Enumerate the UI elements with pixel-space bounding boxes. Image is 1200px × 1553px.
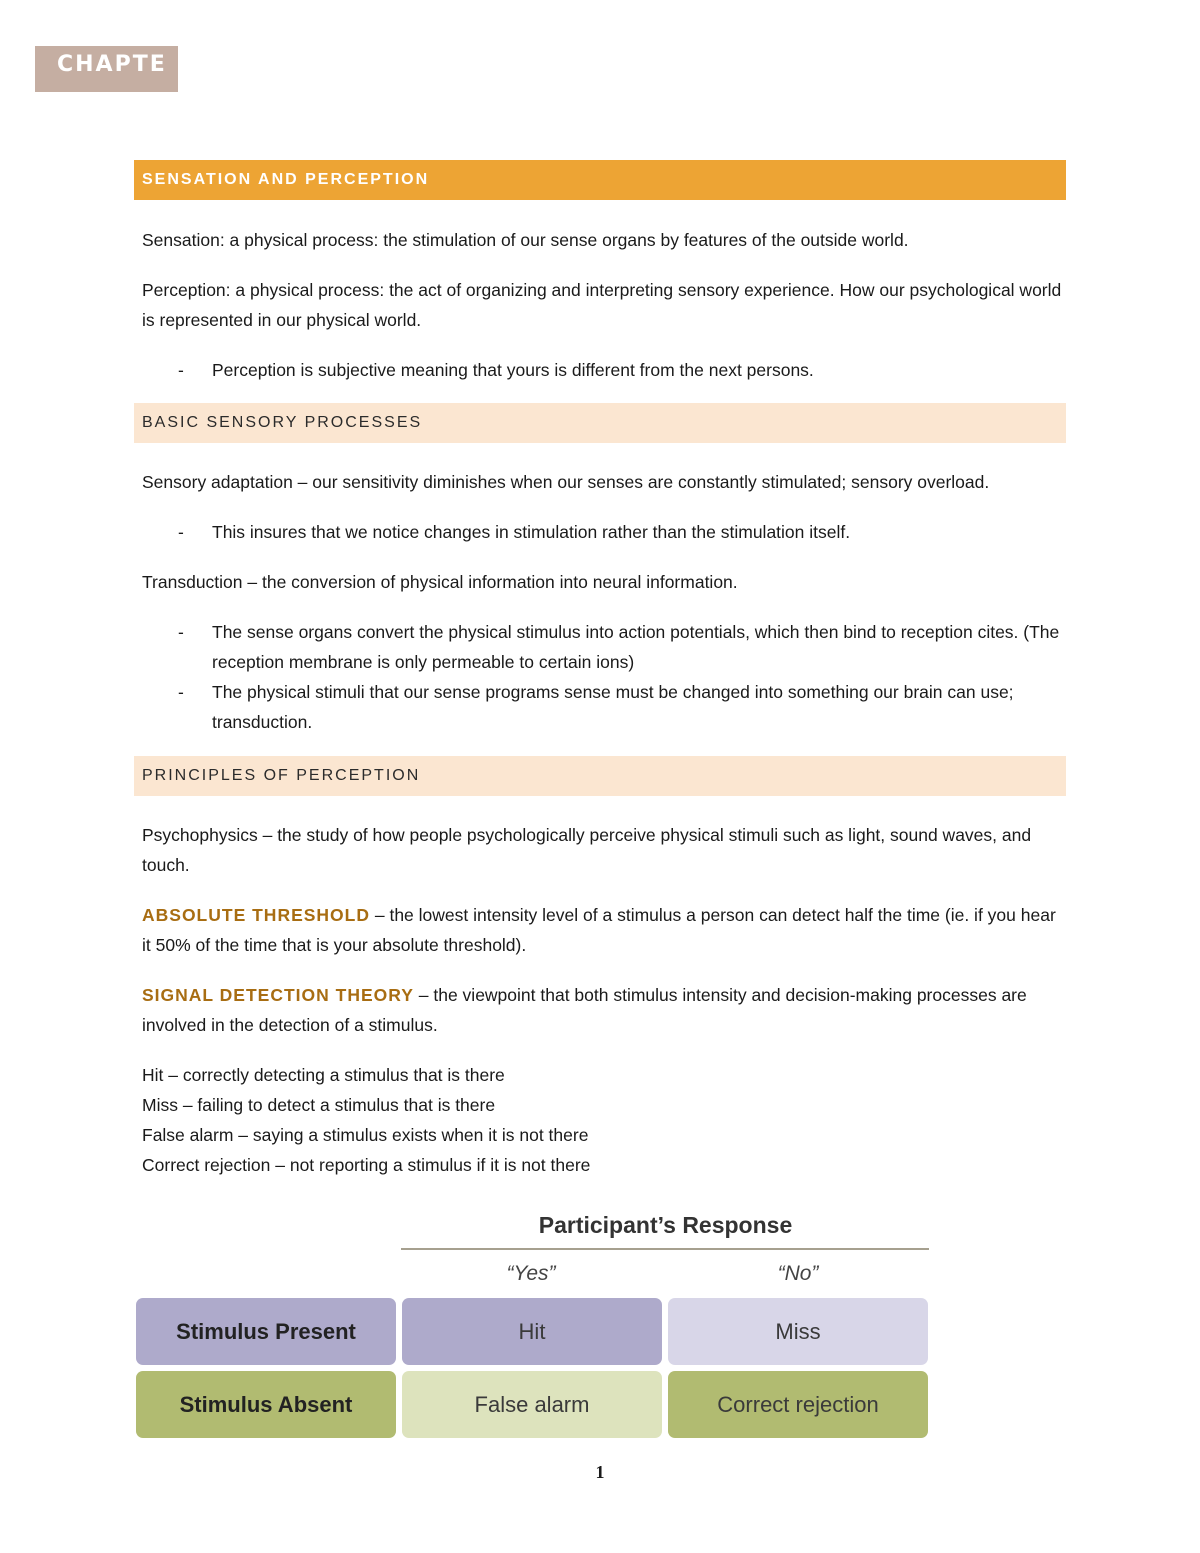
definition-hit: Hit – correctly detecting a stimulus that is there bbox=[142, 1065, 505, 1085]
definition-list bbox=[134, 1060, 1066, 1180]
bullet-list bbox=[134, 355, 1066, 385]
bullet-text: The sense organs convert the physical stimulus into action potentials, which then bind to reception cites. (The reception membrane is only permeable to certain ions) bbox=[212, 622, 1060, 672]
list-item bbox=[142, 617, 1066, 677]
definition-miss: Miss – failing to detect a stimulus that is there bbox=[142, 1095, 496, 1115]
definition-false-alarm: False alarm – saying a stimulus exists when it is not there bbox=[142, 1125, 589, 1145]
dash-bullet: - bbox=[178, 682, 184, 702]
bullet-list bbox=[134, 517, 1066, 547]
page-number: 1 bbox=[595, 1462, 605, 1482]
list-item bbox=[142, 517, 1066, 547]
title-divider bbox=[401, 1248, 929, 1250]
dash-bullet: - bbox=[178, 622, 184, 642]
definition-correct-rejection: Correct rejection – not reporting a stimulus if it is not there bbox=[142, 1155, 591, 1175]
paragraph-signal-detection bbox=[134, 980, 1066, 1040]
section-heading-basic-sensory: BASIC SENSORY PROCESSES bbox=[134, 403, 1066, 443]
paragraph-psychophysics: Psychophysics – the study of how people psychologically perceive physical stimuli such as light, sound waves, and touch. bbox=[142, 825, 1032, 875]
column-header-no: “No” bbox=[777, 1262, 819, 1285]
bullet-text: Perception is subjective meaning that yours is different from the next persons. bbox=[212, 360, 814, 380]
table-title: Participant’s Response bbox=[538, 1212, 793, 1238]
row-header-stimulus-present: Stimulus Present bbox=[136, 1298, 396, 1365]
bullet-text: The physical stimuli that our sense programs sense must be changed into something our brain can use; transduction. bbox=[212, 682, 1014, 732]
term-signal-detection-theory: SIGNAL DETECTION THEORY bbox=[142, 985, 414, 1005]
section-heading-principles: PRINCIPLES OF PERCEPTION bbox=[134, 756, 1066, 796]
document-body bbox=[134, 160, 1066, 1180]
paragraph-sensation: Sensation: a physical process: the stimulation of our sense organs by features of the outside world. bbox=[142, 230, 909, 250]
list-item bbox=[142, 355, 1066, 385]
dash-bullet: - bbox=[178, 360, 184, 380]
paragraph-sensory-adaptation: Sensory adaptation – our sensitivity diminishes when our senses are constantly stimulated; sensory overload. bbox=[142, 472, 990, 492]
row-header-stimulus-absent: Stimulus Absent bbox=[136, 1371, 396, 1438]
signal-detection-table bbox=[136, 1210, 930, 1442]
paragraph-transduction: Transduction – the conversion of physical information into neural information. bbox=[142, 572, 738, 592]
list-item bbox=[142, 677, 1066, 737]
cell-false-alarm: False alarm bbox=[402, 1371, 662, 1438]
paragraph-perception: Perception: a physical process: the act of organizing and interpreting sensory experience. How our psychological world is represented in our physical world. bbox=[142, 280, 1062, 330]
definition-signal-detection-theory: – the viewpoint that both stimulus intensity and decision-making processes are involved in the detection of a stimulus. bbox=[142, 985, 1027, 1035]
section-heading-sensation-perception: SENSATION AND PERCEPTION bbox=[134, 160, 1066, 200]
definition-absolute-threshold: – the lowest intensity level of a stimulus a person can detect half the time (ie. if you hear it 50% of the time that is your absolute threshold). bbox=[142, 905, 1056, 955]
paragraph-absolute-threshold bbox=[134, 900, 1066, 960]
cell-hit: Hit bbox=[402, 1298, 662, 1365]
cell-correct-rejection: Correct rejection bbox=[668, 1371, 928, 1438]
cell-miss: Miss bbox=[668, 1298, 928, 1365]
bullet-list bbox=[134, 617, 1066, 737]
term-absolute-threshold: ABSOLUTE THRESHOLD bbox=[142, 905, 370, 925]
chapter-tab: CHAPTE bbox=[35, 46, 178, 92]
column-header-yes: “Yes” bbox=[506, 1262, 556, 1285]
bullet-text: This insures that we notice changes in stimulation rather than the stimulation itself. bbox=[212, 522, 851, 542]
dash-bullet: - bbox=[178, 522, 184, 542]
